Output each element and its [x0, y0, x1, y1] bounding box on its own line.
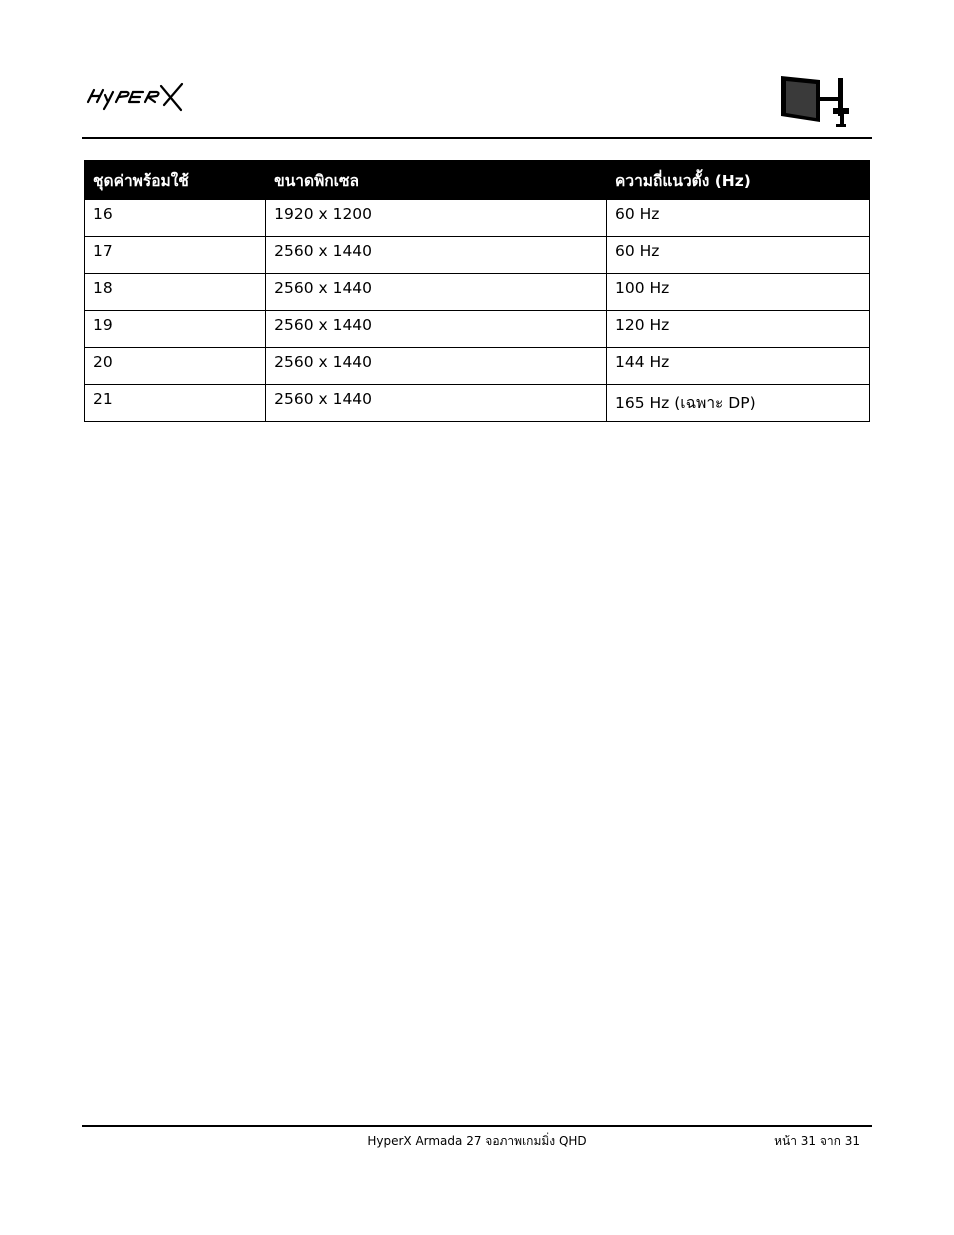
column-header-preset: ชุดค่าพร้อมใช้	[85, 161, 266, 200]
page-header	[82, 64, 872, 138]
table-row	[85, 274, 870, 311]
frequency-cell: 100 Hz	[607, 274, 870, 311]
table-row	[85, 311, 870, 348]
frequency-cell: 60 Hz	[607, 237, 870, 274]
table-row	[85, 200, 870, 237]
frequency-cell: 144 Hz	[607, 348, 870, 385]
header-divider	[82, 137, 872, 139]
pixel-size-cell: 1920 x 1200	[266, 200, 607, 237]
monitor-arm-icon	[780, 70, 852, 130]
pixel-size-cell: 2560 x 1440	[266, 348, 607, 385]
pixel-size-cell: 2560 x 1440	[266, 385, 607, 422]
footer-divider	[82, 1125, 872, 1127]
pixel-size-cell: 2560 x 1440	[266, 311, 607, 348]
preset-cell: 18	[85, 274, 266, 311]
pixel-size-cell: 2560 x 1440	[266, 274, 607, 311]
hyperx-logo	[85, 78, 185, 112]
frequency-cell: 60 Hz	[607, 200, 870, 237]
table-row	[85, 348, 870, 385]
frequency-cell: 165 Hz (เฉพาะ DP)	[607, 385, 870, 422]
table-row	[85, 385, 870, 422]
preset-cell: 21	[85, 385, 266, 422]
footer-document-title: HyperX Armada 27 จอภาพเกมมิ่ง QHD	[367, 1134, 587, 1148]
preset-cell: 16	[85, 200, 266, 237]
column-header-pixel-size: ขนาดพิกเซล	[266, 161, 607, 200]
frequency-cell: 120 Hz	[607, 311, 870, 348]
pixel-size-cell: 2560 x 1440	[266, 237, 607, 274]
preset-resolution-table	[84, 160, 870, 422]
preset-cell: 20	[85, 348, 266, 385]
table-header-row	[85, 161, 870, 200]
column-header-vertical-frequency: ความถี่แนวตั้ง (Hz)	[607, 161, 870, 200]
footer-page-number: หน้า 31 จาก 31	[774, 1134, 860, 1148]
preset-cell: 17	[85, 237, 266, 274]
preset-cell: 19	[85, 311, 266, 348]
table-row	[85, 237, 870, 274]
